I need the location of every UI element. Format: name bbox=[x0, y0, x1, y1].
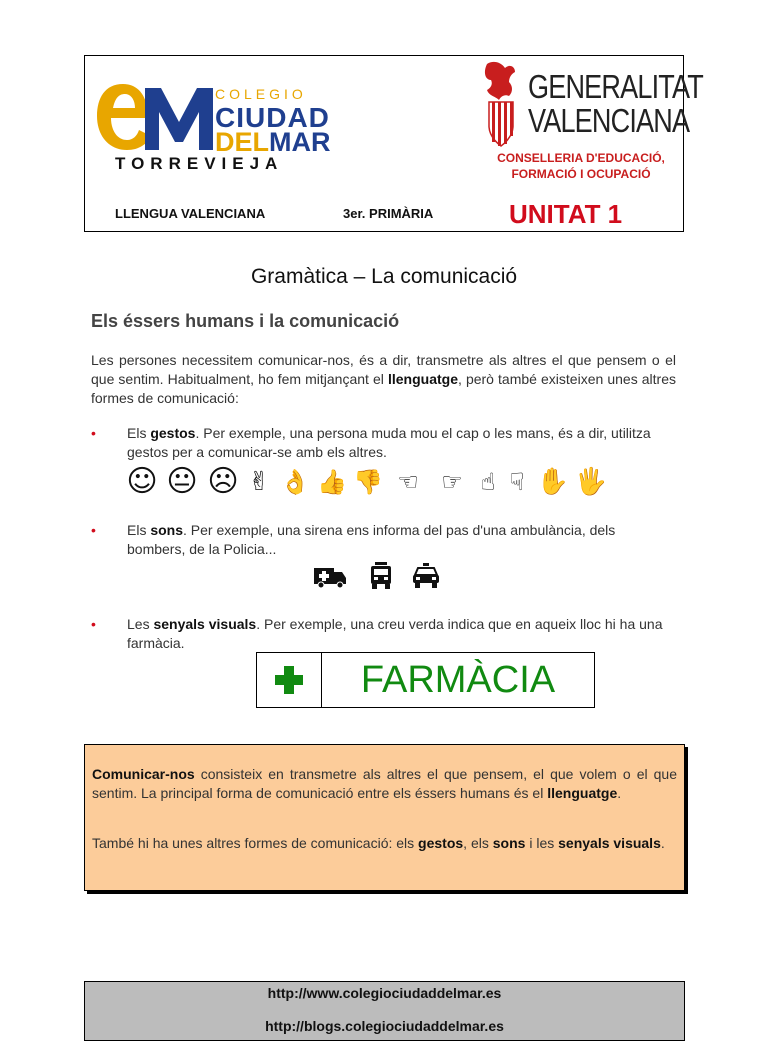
logo-colegio-text: COLEGIO bbox=[215, 86, 307, 102]
point-left-icon: ☜ bbox=[397, 467, 419, 496]
thumbs-down-icon: 👎 bbox=[353, 467, 383, 496]
bullet-icon: • bbox=[91, 616, 96, 632]
pharmacy-cross-cell bbox=[257, 653, 322, 707]
gov-department bbox=[481, 150, 681, 182]
list-item-text: Els gestos. Per exemple, una persona muda mou el cap o les mans, és a dir, utilitza gestos per a comunicar-se amb els altres. bbox=[127, 425, 651, 460]
victory-hand-icon: ✌ bbox=[248, 466, 270, 497]
ambulance-icon bbox=[312, 562, 348, 590]
neutral-face-icon: 😐 bbox=[166, 464, 198, 499]
unit-label: UNITAT 1 bbox=[509, 199, 623, 229]
page-title: Gramàtica – La comunicació bbox=[250, 265, 518, 288]
list-item-text: Les senyals visuals. Per exemple, una creu verda indica que en aqueix lloc hi ha una farmàcia. bbox=[127, 616, 663, 651]
document-header bbox=[84, 55, 703, 232]
grade-label: 3er. PRIMÀRIA bbox=[343, 206, 434, 221]
pharmacy-label: FARMÀCIA bbox=[360, 658, 556, 701]
generalitat-emblem-icon bbox=[479, 60, 523, 150]
point-right-icon: ☞ bbox=[441, 467, 463, 496]
subject-label: LLENGUA VALENCIANA bbox=[115, 206, 266, 221]
gov-department-line1: CONSELLERIA D'EDUCACIÓ, bbox=[497, 151, 665, 165]
logo-mar-text: MAR bbox=[269, 127, 331, 157]
vehicle-icons-row bbox=[312, 562, 444, 590]
ok-hand-icon: 👌 bbox=[280, 467, 310, 496]
smile-face-icon: ☺ bbox=[126, 464, 158, 499]
logo-ciudad-text: CIUDAD bbox=[215, 102, 330, 133]
intro-paragraph: Les persones necessitem comunicar-nos, és a dir, transmetre als altres el que pensem o el que sentim. Habitualment, ho fem mitjançant el llenguatge, però també existeixen unes altres formes de comunicació: bbox=[91, 352, 676, 406]
open-hand-icon: ✋ bbox=[536, 466, 570, 497]
page-footer bbox=[84, 981, 685, 1041]
summary-paragraph-2: També hi ha unes altres formes de comunicació: els gestos, els sons i les senyals visuals. bbox=[92, 835, 665, 851]
green-cross-icon bbox=[275, 666, 303, 694]
footer-url-link[interactable]: http://www.colegiociudaddelmar.es bbox=[267, 985, 502, 1001]
fire-truck-icon bbox=[362, 562, 400, 590]
gov-name-line1: GENERALITAT bbox=[528, 68, 703, 105]
police-car-icon bbox=[408, 562, 444, 590]
logo-town-text: TORREVIEJA bbox=[115, 154, 284, 173]
bullet-icon: • bbox=[91, 425, 96, 441]
bullet-icon: • bbox=[91, 522, 96, 538]
pharmacy-sign bbox=[256, 652, 595, 708]
point-up-icon: ☝ bbox=[480, 467, 496, 496]
gesture-icons-row bbox=[124, 464, 608, 499]
raised-hand-icon: 🖐 bbox=[574, 466, 608, 497]
list-item-text: Els sons. Per exemple, una sirena ens informa del pas d'una ambulància, dels bombers, de la Policia... bbox=[127, 522, 616, 557]
gov-department-line2: FORMACIÓ I OCUPACIÓ bbox=[511, 167, 651, 181]
thumbs-up-icon: 👍 bbox=[317, 467, 347, 496]
section-title: Els éssers humans i la comunicació bbox=[91, 311, 400, 331]
school-logo-icon bbox=[95, 78, 230, 156]
sad-face-icon: ☹ bbox=[207, 464, 239, 499]
summary-box bbox=[84, 744, 685, 891]
gov-name-line2: VALENCIANA bbox=[528, 102, 690, 139]
footer-blog-url-link[interactable]: http://blogs.colegiociudaddelmar.es bbox=[265, 1018, 504, 1034]
logo-del-text: DEL bbox=[215, 127, 269, 157]
point-down-icon: ☟ bbox=[509, 467, 525, 496]
summary-paragraph-1: Comunicar-nos consisteix en transmetre als altres el que pensem, el que volem o el que sentim. La principal forma de comunicació entre els éssers humans és el llenguatge. bbox=[92, 766, 677, 801]
